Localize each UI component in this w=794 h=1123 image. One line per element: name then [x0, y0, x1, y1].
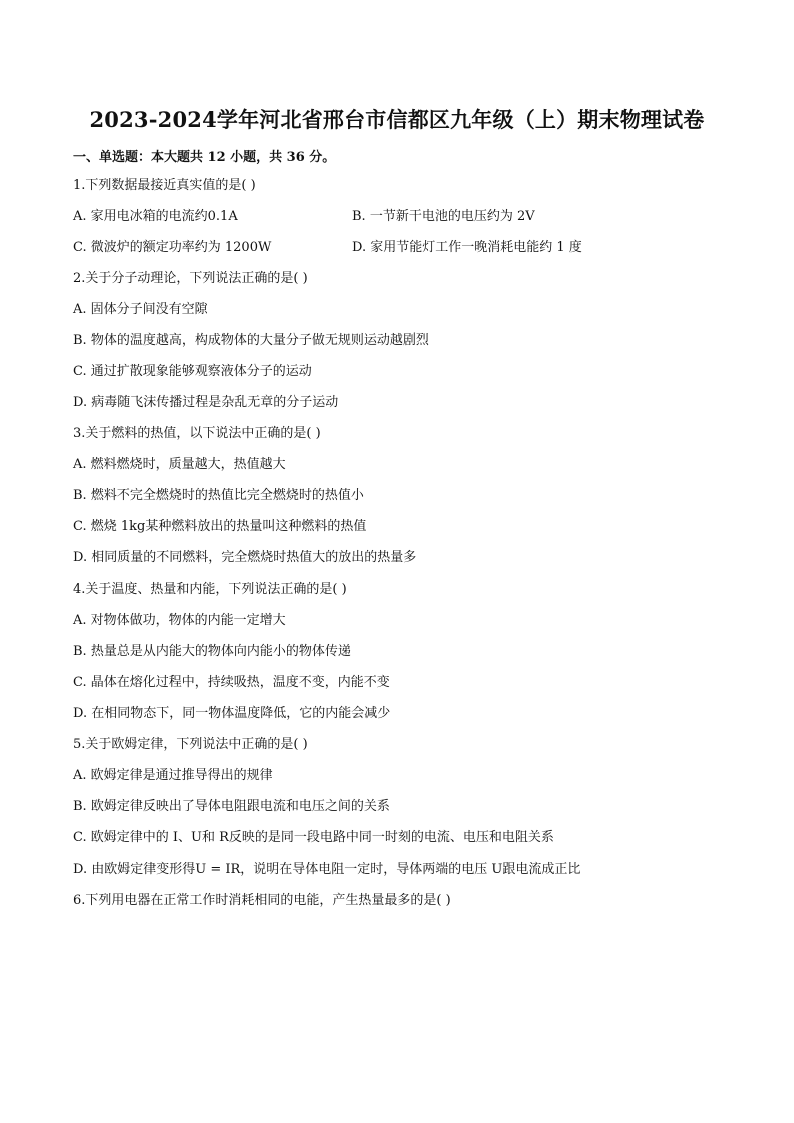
question-4-option-a: A. 对物体做功，物体的内能一定增大 [73, 613, 286, 628]
question-2-option-c: C. 通过扩散现象能够观察液体分子的运动 [73, 364, 312, 379]
question-5-option-d: D. 由欧姆定律变形得U = IR，说明在导体电阻一定时，导体两端的电压 U跟电流成正比 [73, 862, 581, 877]
question-1-option-b: B. 一节新干电池的电压约为 2V [352, 209, 535, 224]
question-1-stem: 1.下列数据最接近真实值的是( ) [73, 178, 256, 193]
question-5-stem: 5.关于欧姆定律，下列说法中正确的是( ) [73, 737, 308, 752]
question-2-option-a: A. 固体分子间没有空隙 [73, 302, 208, 317]
question-3-stem: 3.关于燃料的热值，以下说法中正确的是( ) [73, 426, 321, 441]
question-3-option-a: A. 燃料燃烧时，质量越大，热值越大 [73, 457, 286, 472]
question-5-option-b: B. 欧姆定律反映出了导体电阻跟电流和电压之间的关系 [73, 799, 390, 814]
question-2-stem: 2.关于分子动理论，下列说法正确的是( ) [73, 271, 308, 286]
question-2-option-b: B. 物体的温度越高，构成物体的大量分子做无规则运动越剧烈 [73, 333, 429, 348]
question-5-option-a: A. 欧姆定律是通过推导得出的规律 [73, 768, 273, 783]
question-4-stem: 4.关于温度、热量和内能，下列说法正确的是( ) [73, 582, 347, 597]
question-4-option-d: D. 在相同物态下，同一物体温度降低，它的内能会减少 [73, 706, 391, 721]
question-4-option-b: B. 热量总是从内能大的物体向内能小的物体传递 [73, 644, 351, 659]
question-6-stem: 6.下列用电器在正常工作时消耗相同的电能，产生热量最多的是( ) [73, 893, 451, 908]
section-heading: 一、单选题：本大题共 12 小题，共 36 分。 [73, 150, 336, 165]
question-3-option-d: D. 相同质量的不同燃料，完全燃烧时热值大的放出的热量多 [73, 550, 417, 565]
question-4-option-c: C. 晶体在熔化过程中，持续吸热，温度不变，内能不变 [73, 675, 390, 690]
question-3-option-c: C. 燃烧 1kg某种燃料放出的热量叫这种燃料的热值 [73, 519, 367, 534]
question-2-option-d: D. 病毒随飞沫传播过程是杂乱无章的分子运动 [73, 395, 339, 410]
question-1-option-a: A. 家用电冰箱的电流约0.1A [73, 209, 238, 224]
question-5-option-c: C. 欧姆定律中的 I、U和 R反映的是同一段电路中同一时刻的电流、电压和电阻关系 [73, 830, 554, 845]
question-3-option-b: B. 燃料不完全燃烧时的热值比完全燃烧时的热值小 [73, 488, 364, 503]
question-1-option-c: C. 微波炉的额定功率约为 1200W [73, 240, 272, 255]
exam-title: 2023-2024学年河北省邢台市信都区九年级（上）期末物理试卷 [89, 107, 705, 132]
question-1-option-d: D. 家用节能灯工作一晚消耗电能约 1 度 [352, 240, 582, 255]
